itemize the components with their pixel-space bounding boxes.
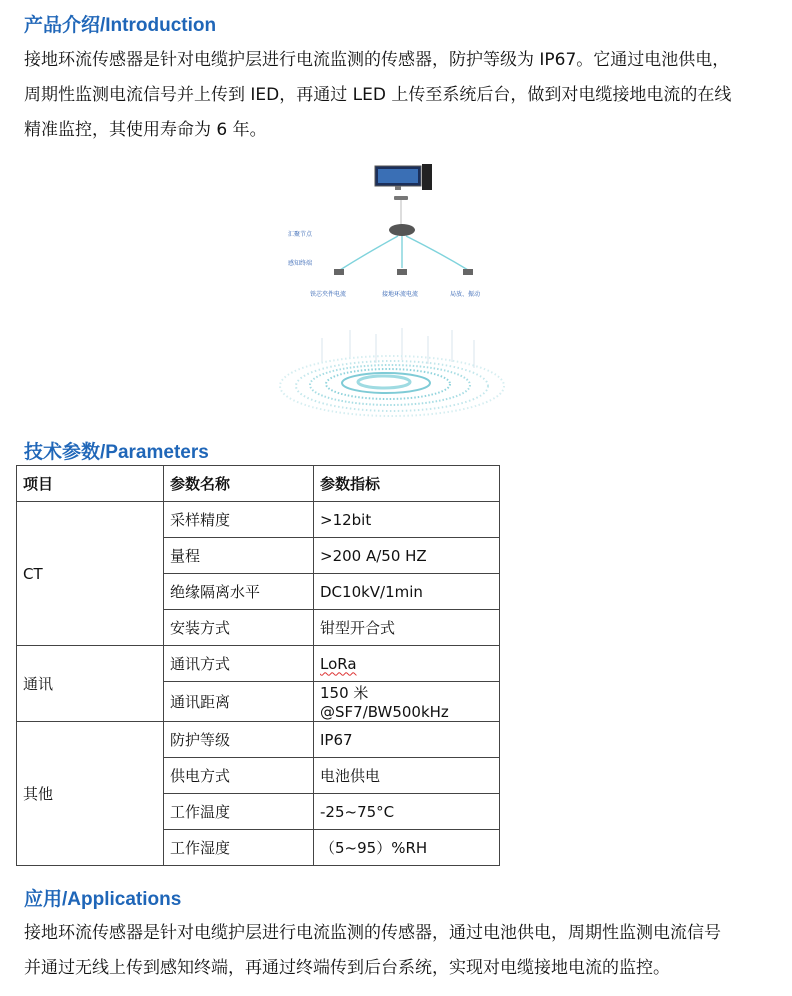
sensor-icon [397, 269, 407, 275]
table-row [17, 502, 500, 538]
param-value-cell: -25~75°C [314, 794, 500, 830]
wireless-link-right [406, 236, 468, 270]
sensor-ground-loop-label: 接地环流电流 [382, 291, 419, 298]
group-cell-other: 其他 [17, 722, 164, 866]
aggregation-node-icon [389, 224, 415, 236]
intro-line-1: 接地环流传感器是针对电缆护层进行电流监测的传感器，防护等级为 IP67。它通过电池供电， [24, 50, 730, 70]
param-value-cell: IP67 [314, 722, 500, 758]
param-value-cell: >200 A/50 HZ [314, 538, 500, 574]
column-header-param-name: 参数名称 [164, 466, 314, 502]
table-header-row [17, 466, 500, 502]
param-name-cell: 通讯方式 [164, 646, 314, 682]
signal-wave-rings [280, 356, 504, 416]
param-name-cell: 采样精度 [164, 502, 314, 538]
sensor-core-clamp-label: 铁芯夹件电流 [310, 291, 347, 298]
param-name-cell: 通讯距离 [164, 682, 314, 722]
data-beams [322, 328, 474, 368]
column-header-item: 项目 [17, 466, 164, 502]
parameters-table [16, 465, 500, 866]
parameters-heading: 技术参数/Parameters [24, 442, 209, 463]
table-row [17, 646, 500, 682]
applications-line-1: 接地环流传感器是针对电缆护层进行电流监测的传感器，通过电池供电，周期性监测电流信号 [24, 923, 721, 943]
intro-paragraph [24, 43, 784, 148]
intro-line-2: 周期性监测电流信号并上传到 IED，再通过 LED 上传至系统后台，做到对电缆接地电流的在线 [24, 85, 732, 105]
sensor-discharge-label: 局放、振动 [450, 291, 481, 298]
aggregation-node-label: 汇聚节点 [288, 231, 313, 238]
param-name-cell: 工作湿度 [164, 830, 314, 866]
param-value-cell [314, 646, 500, 682]
param-name-cell: 绝缘隔离水平 [164, 574, 314, 610]
sensor-icon [463, 269, 473, 275]
param-value-cell: >12bit [314, 502, 500, 538]
column-header-param-value: 参数指标 [314, 466, 500, 502]
table-row [17, 722, 500, 758]
group-cell-communication: 通讯 [17, 646, 164, 722]
param-value-cell: DC10kV/1min [314, 574, 500, 610]
sensor-icon [334, 269, 344, 275]
gateway-icon [394, 196, 408, 200]
computer-icon [375, 164, 432, 190]
sensing-terminal-label: 感知终端 [288, 260, 313, 267]
intro-line-3: 精准监控，其使用寿命为 6 年。 [24, 120, 267, 140]
param-name-cell: 供电方式 [164, 758, 314, 794]
system-diagram-illustration [272, 158, 512, 420]
applications-heading: 应用/Applications [24, 889, 182, 910]
param-name-cell: 安装方式 [164, 610, 314, 646]
param-value-cell: 钳型开合式 [314, 610, 500, 646]
wireless-link-left [340, 236, 398, 270]
param-name-cell: 量程 [164, 538, 314, 574]
group-cell-ct: CT [17, 502, 164, 646]
intro-heading: 产品介绍/Introduction [24, 15, 217, 36]
param-name-cell: 防护等级 [164, 722, 314, 758]
param-value-cell: （5~95）%RH [314, 830, 500, 866]
applications-line-2: 并通过无线上传到感知终端，再通过终端传到后台系统，实现对电缆接地电流的监控。 [24, 958, 670, 978]
param-name-cell: 工作温度 [164, 794, 314, 830]
param-value-cell: 150 米@SF7/BW500kHz [314, 682, 500, 722]
lora-value: LoRa [320, 654, 357, 673]
param-value-cell: 电池供电 [314, 758, 500, 794]
applications-paragraph [24, 916, 784, 986]
